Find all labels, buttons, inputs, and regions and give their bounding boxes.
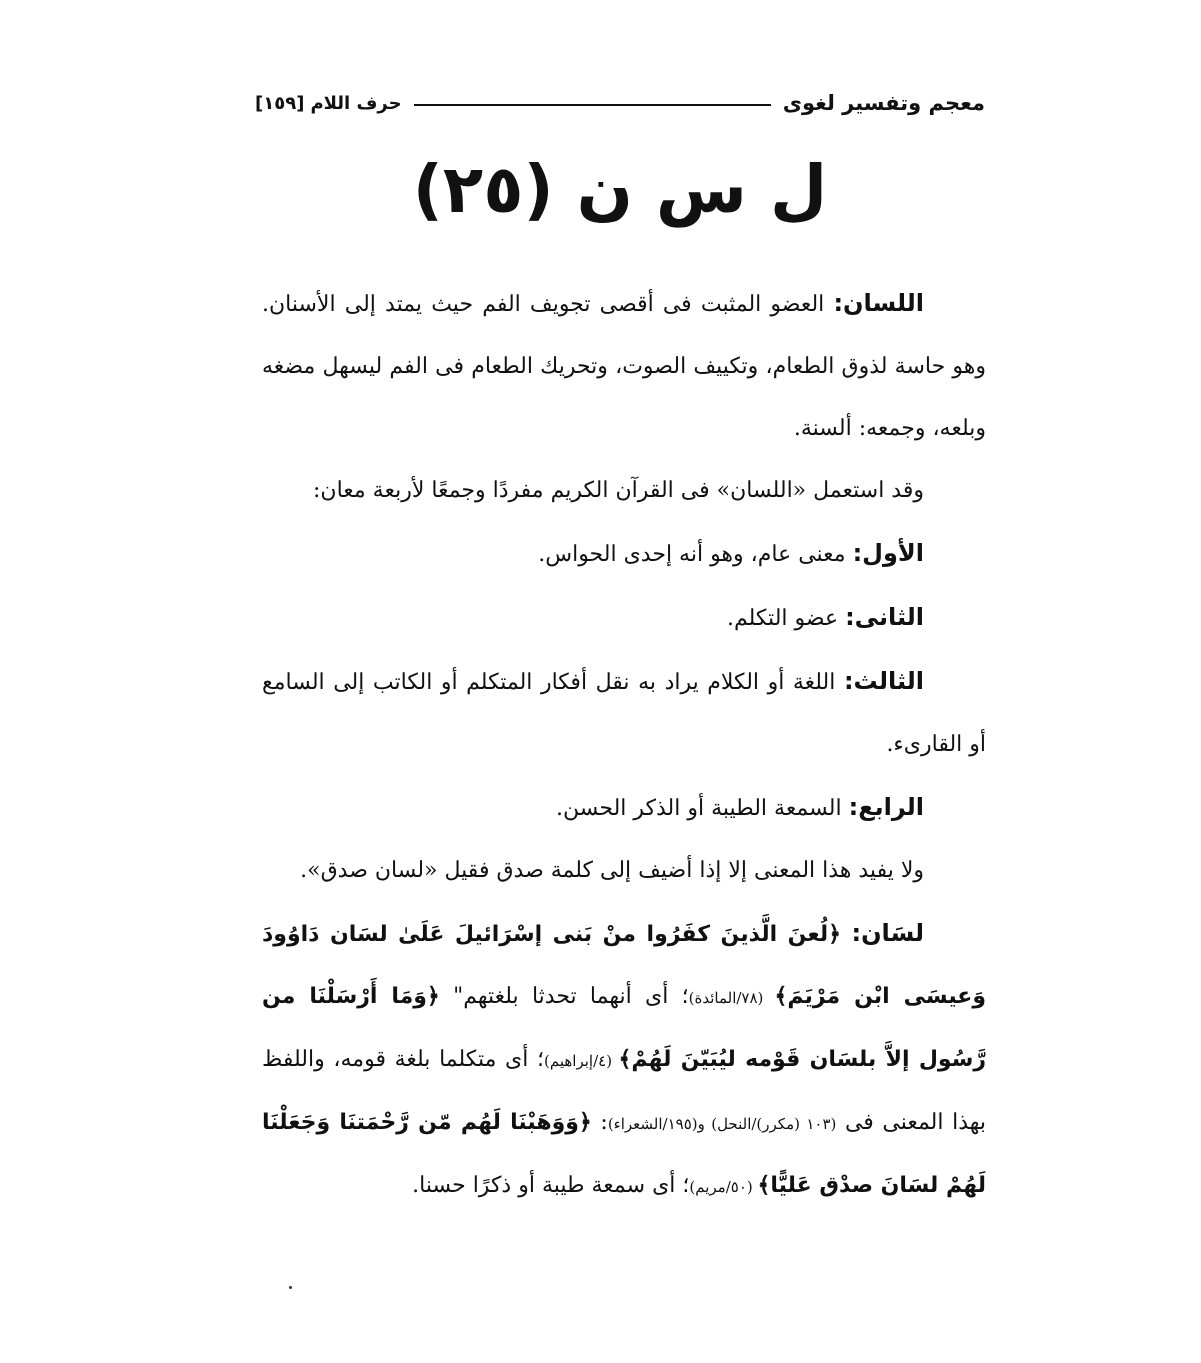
- term-heading: الرابع:: [848, 793, 924, 821]
- paragraph-text: ؛ أى متكلما بلغة قومه، واللفظ بهذا المعنى فى: [262, 1047, 987, 1135]
- paragraph-text: ؛ أى سمعة طيبة أو ذكرًا حسنا.: [412, 1173, 690, 1198]
- paragraph-quranic-usage: [262, 902, 986, 1218]
- paragraph-usage-intro: [262, 460, 986, 522]
- verse-reference: (١٠٣ (مكرر)/النحل) و(١٩٥/الشعراء): [607, 1115, 837, 1133]
- paragraph-text: وقد استعمل «اللسان» فى القرآن الكريم مفردًا وجمعًا لأربعة معان:: [313, 478, 924, 503]
- entry-title: ل س ن (٢٥): [412, 151, 828, 228]
- paragraph-meaning-3: [262, 650, 986, 776]
- section-name: حرف اللام: [310, 92, 402, 114]
- verse-reference: (٥٠/مريم): [689, 1178, 758, 1196]
- term-heading: اللسان:: [833, 289, 924, 317]
- book-title: معجم وتفسير لغوى: [782, 91, 985, 115]
- paragraph-text: السمعة الطيبة أو الذكر الحسن.: [556, 796, 849, 821]
- paragraph-definition: [262, 272, 986, 460]
- running-header: [255, 86, 985, 120]
- section-label: [255, 93, 402, 114]
- paragraph-text: اللغة أو الكلام يراد به نقل أفكار المتكلم أو الكاتب إلى السامع أو القارىء.: [262, 670, 986, 757]
- header-rule: [414, 104, 771, 106]
- paragraph-meaning-1: [262, 522, 986, 586]
- verse-reference: (٧٨/المائدة): [688, 989, 775, 1007]
- scan-speck: [289, 1286, 292, 1289]
- term-heading: الأول:: [852, 539, 924, 567]
- quran-verse: ﴿لُعنَ الَّذينَ كفَرُوا منْ بَنى إسْرَائيلَ عَلَىٰ لسَان دَاوُودَ وَعيسَى ابْن مَرْيَمَ﴾: [262, 922, 986, 1009]
- paragraph-text: معنى عام، وهو أنه إحدى الحواس.: [538, 542, 853, 567]
- entry-body: [262, 272, 986, 1218]
- paragraph-meaning-4: [262, 776, 986, 840]
- quran-verse: ﴿وَمَا أَرْسَلْنَا من رَّسُول إلاَّ بلسَان قَوْمه ليُبَيّنَ لَهُمْ﴾: [262, 984, 987, 1072]
- term-heading: الثانى:: [845, 603, 924, 631]
- paragraph-text: ولا يفيد هذا المعنى إلا إذا أضيف إلى كلمة صدق فقيل «لسان صدق».: [300, 858, 924, 883]
- term-heading: لسَان:: [851, 919, 924, 947]
- quran-verse: ﴿وَوَهَبْنَا لَهُم مّن رَّحْمَتنَا وَجَعَلْنَا لَهُمْ لسَانَ صدْق عَليًّا﴾: [262, 1110, 986, 1198]
- verse-reference: (٤/إبراهيم): [544, 1052, 619, 1070]
- page-number: [١٥٩]: [255, 92, 305, 114]
- term-heading: الثالث:: [843, 667, 924, 695]
- paragraph-meaning-2: [262, 586, 986, 650]
- paragraph-text: العضو المثبت فى أقصى تجويف الفم حيث يمتد إلى الأسنان. وهو حاسة لذوق الطعام، وتكييف الصوت، وتحريك الطعام فى الفم ليسهل مضغه وبلعه، وجمعه: ألسنة.: [262, 292, 986, 441]
- paragraph-note: [262, 840, 986, 902]
- paragraph-text: عضو التكلم.: [726, 606, 846, 631]
- paragraph-text: :: [591, 1110, 608, 1135]
- paragraph-text: ؛ أى أنهما تحدثا بلغتهم": [439, 984, 689, 1009]
